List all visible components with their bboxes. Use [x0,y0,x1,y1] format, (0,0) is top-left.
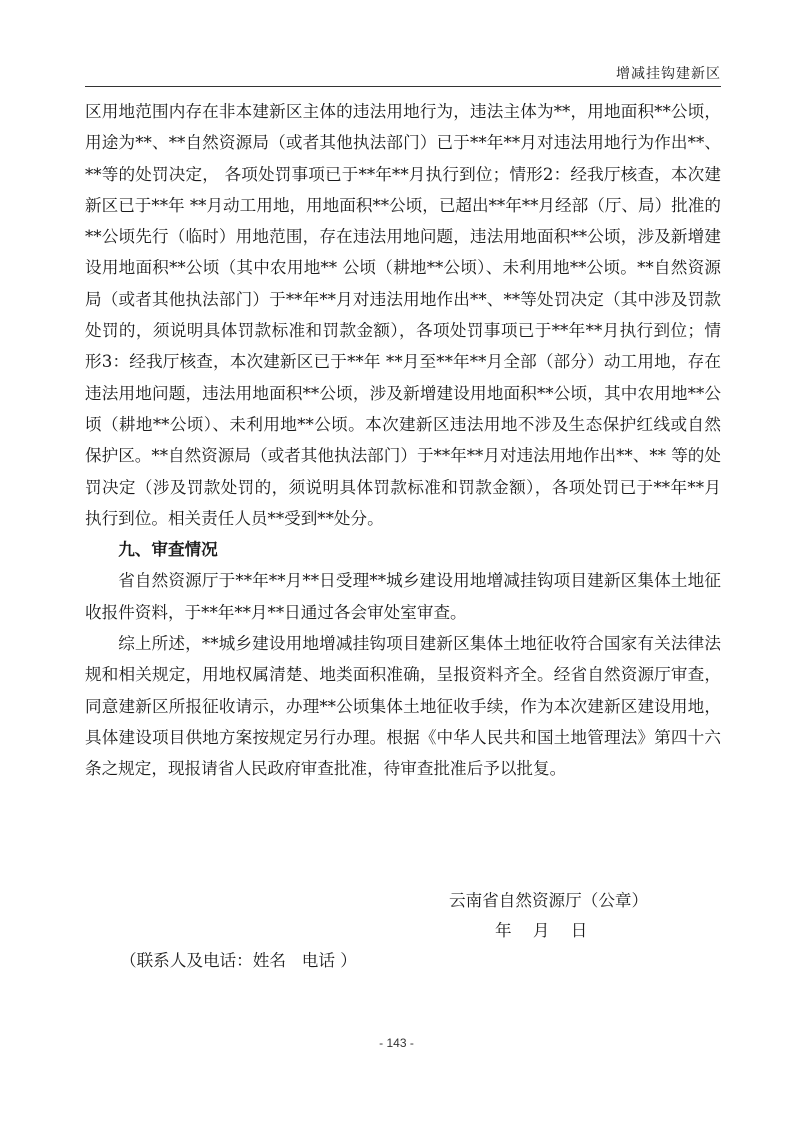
paragraph-conclusion: 综上所述，**城乡建设用地增减挂钩项目建新区集体土地征收符合国家有关法律法规和相关规定，用地权属清楚、地类面积准确，呈报资料齐全。经省自然资源厅审查，同意建新区所报征收请示，办理**公顷集体土地征收手续，作为本次建新区建设用地，具体建设项目供地方案按规定另行办理。根据《中华人民共和国土地管理法》第四十六条之规定，现报请省人民政府审查批准，待审查批准后予以批复。 [85,634,721,779]
contact-info: （联系人及电话：姓名 电话 ） [120,951,357,970]
paragraph-violations: 区用地范围内存在非本建新区主体的违法用地行为，违法主体为**，用地面积**公顷，用途为**、**自然资源局（或者其他执法部门）已于**年**月对违法用地行为作出**、**等的处罚决定， 各项处罚事项已于**年**月执行到位；情形2：经我厅核查，本次建新区已于**年 **月动工用地，用地面积**公顷，已超出**年**月经部（厅、局）批准的**公顷先行（临时）用地范围，存在违法用地问题，违法用地面积**公顷，涉及新增建设用地面积**公顷（其中农用地** 公顷（耕地**公顷）、未利用地**公顷。**自然资源局（或者其他执法部门）于**年**月对违法用地作出**、**等处罚决定（其中涉及罚款处罚的，须说明具体罚款标准和罚款金额），各项处罚事项已于**年**月执行到位；情形3：经我厅核查，本次建新区已于**年 **月至**年**月全部（部分）动工用地，存在违法用地问题，违法用地面积**公顷，涉及新增建设用地面积**公顷，其中农用地**公顷（耕地**公顷）、未利用地**公顷。本次建新区违法用地不涉及生态保护红线或自然保护区。**自然资源局（或者其他执法部门）于**年**月对违法用地作出**、** 等的处罚决定（涉及罚款处罚的，须说明具体罚款标准和罚款金额），各项处罚已于**年**月执行到位。相关责任人员**受到**处分。 [85,102,721,528]
paragraph-review: 省自然资源厅于**年**月**日受理**城乡建设用地增减挂钩项目建新区集体土地征收报件资料，于**年**月**日通过各会审处室审查。 [85,571,721,622]
page-number: - 143 - [379,1036,414,1050]
signature-date: 年 月 日 [495,921,596,940]
section-heading-review: 九、审查情况 [118,539,218,560]
document-body [85,96,721,785]
header-divider [85,86,721,87]
issuer-signature: 云南省自然资源厅（公章） [449,891,649,910]
running-header-title: 增减挂钩建新区 [616,66,721,82]
